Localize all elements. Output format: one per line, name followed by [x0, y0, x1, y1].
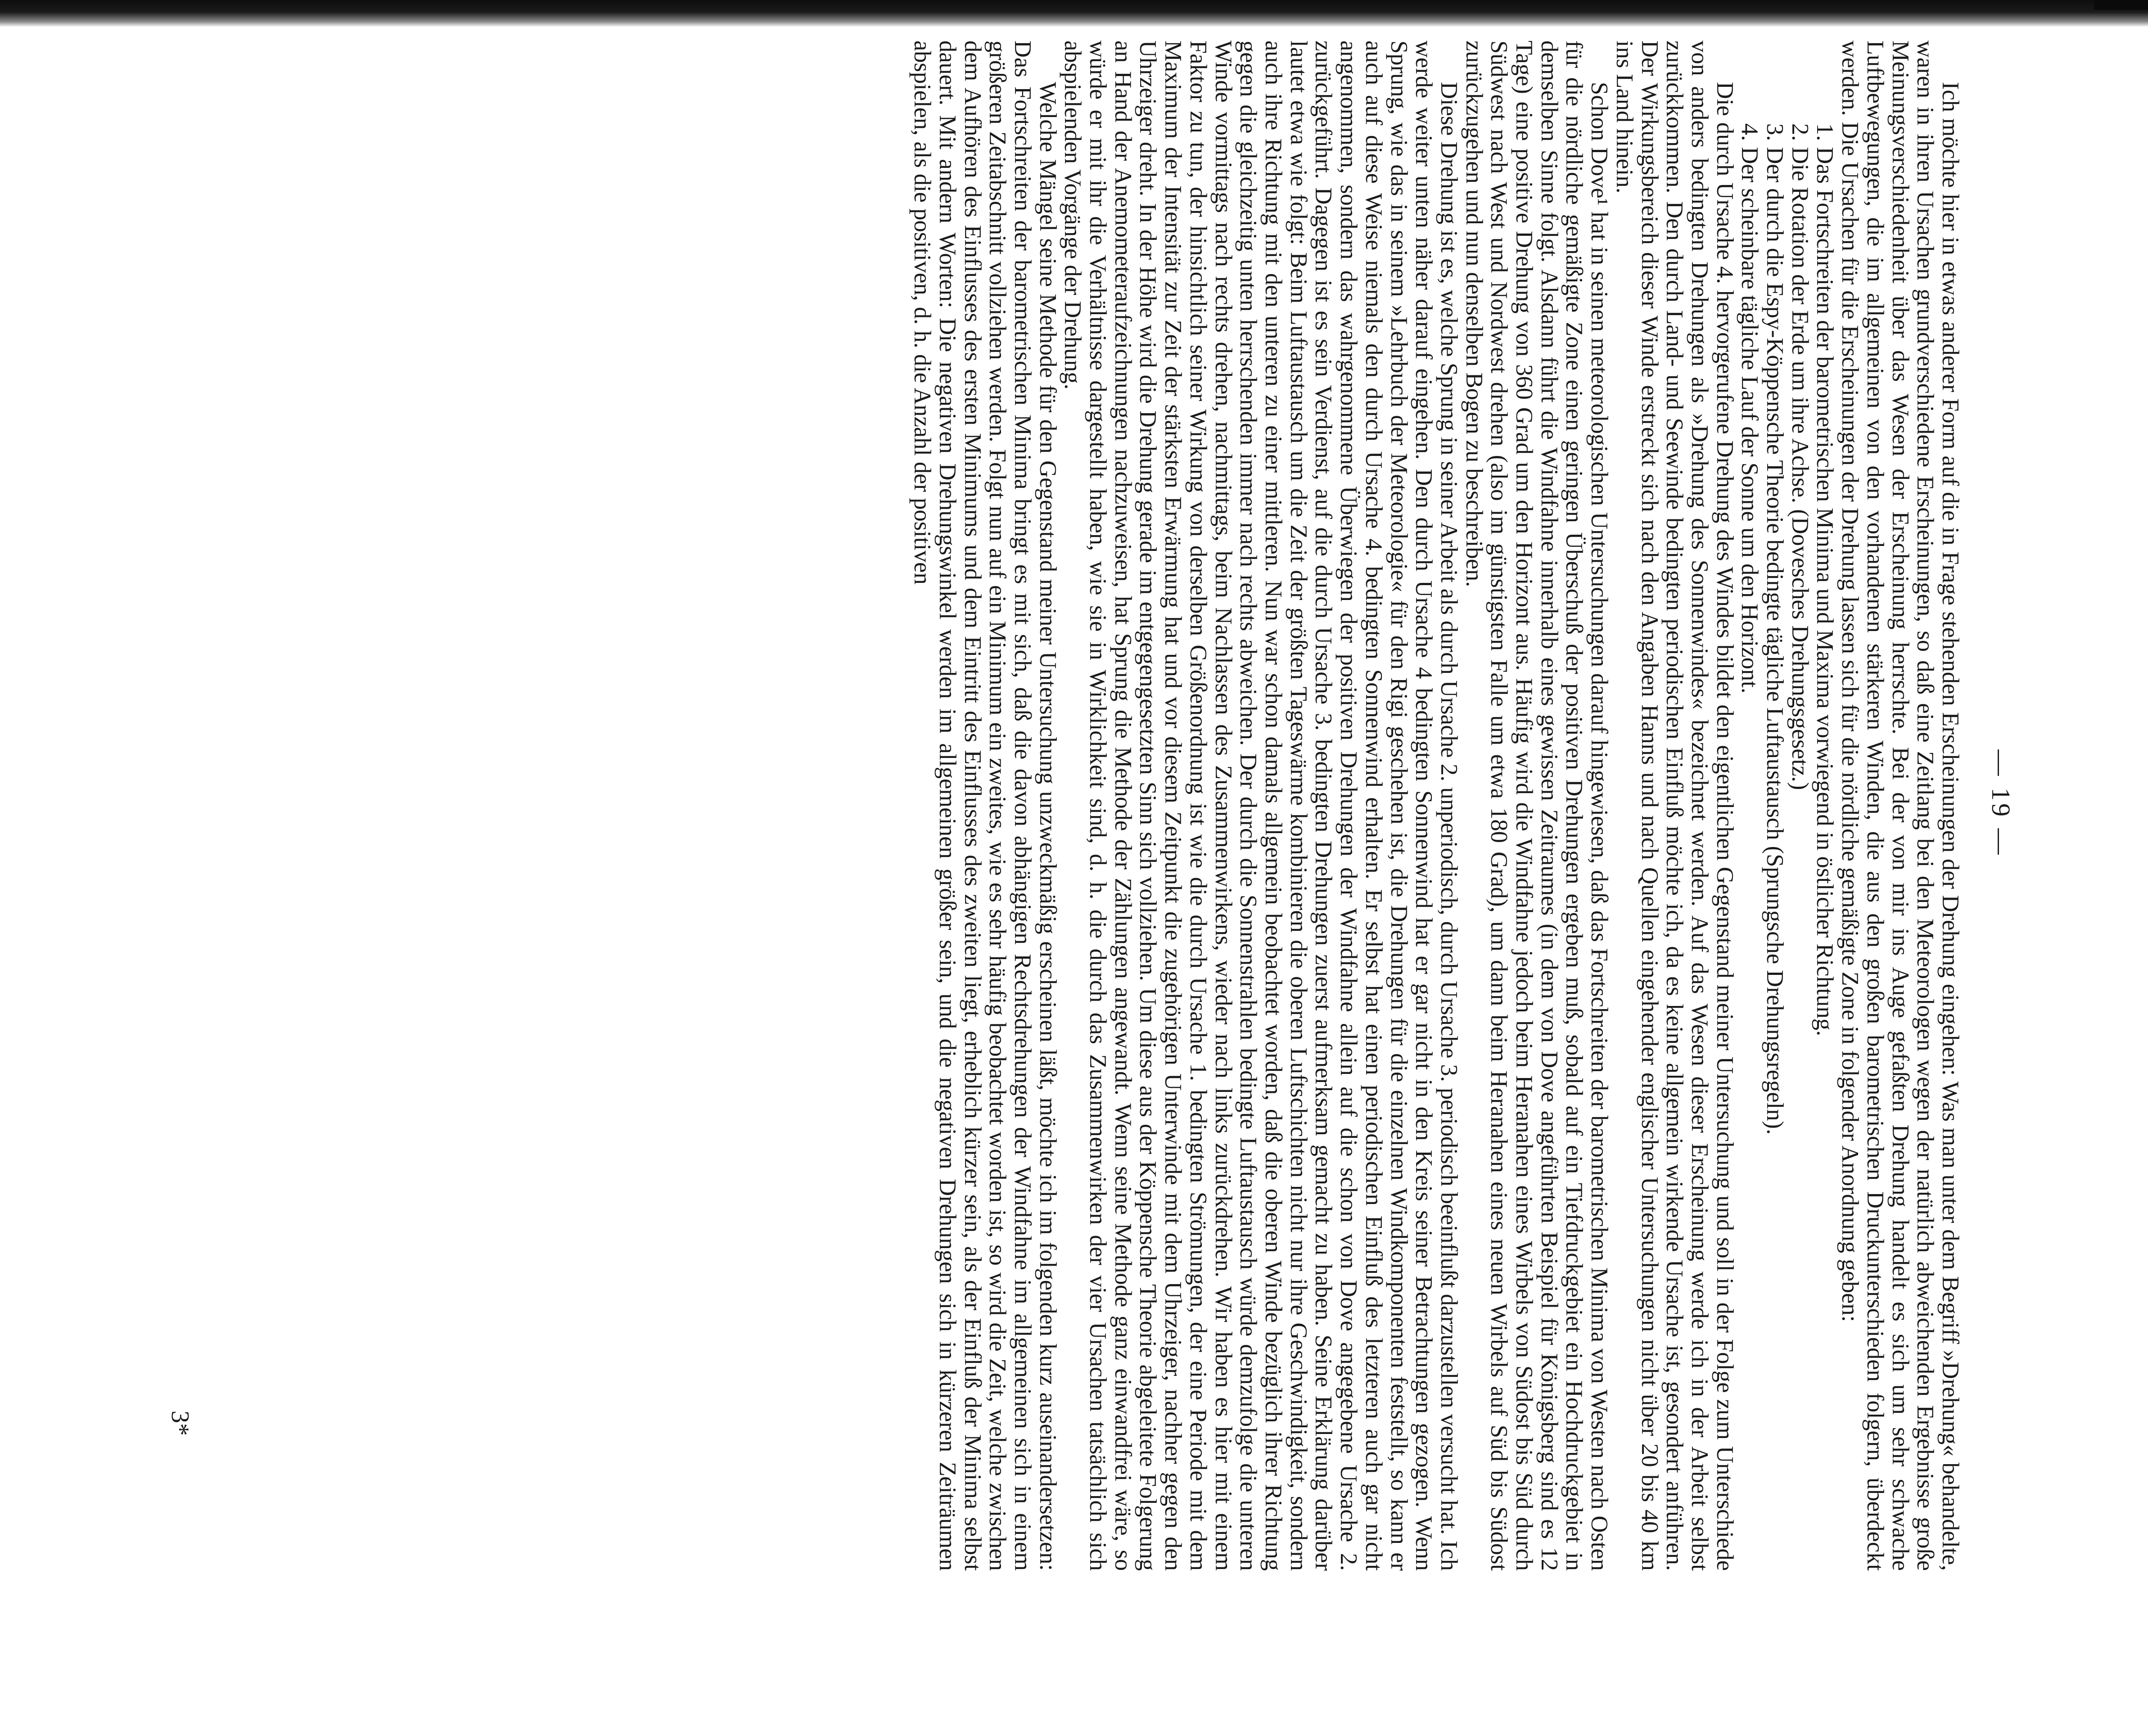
paragraph-sprung: Diese Drehung ist es, welche Sprung in seiner Arbeit als durch Ursache 2. unperiodisch, durch Ursache 3. periodisch beeinflußt darzustellen versucht hat. Ich werde weiter unten näher darauf eingehen. Den durch Ursache 4 bedingten Sonnenwind hat er gar nicht in den Kreis seiner Betrachtungen gezogen. Wenn Sprung, wie das in seinem »Lehrbuch der Meteorologie« für den Rigi geschehen ist, die Drehungen für die einzelnen Windkomponenten feststellt, so kann er auch auf diese Weise niemals den durch Ursache 4. bedingten Sonnenwind erhalten. Er selbst hat einen periodischen Einfluß des letzteren auch gar nicht angenommen, sondern das wahrgenommene Überwiegen der positiven Drehungen der Windfahne allein auf die schon von Dove angegebene Ursache 2. zurückgeführt. Dagegen ist es sein Verdienst, auf die durch Ursache 3. bedingten Drehungen zuerst aufmerksam gemacht zu haben. Seine Erklärung darüber lautet etwa wie folgt: Beim Luftaustausch um die Zeit der größten Tageswärme kombinieren die oberen Luftschichten nicht nur ihre Geschwindigkeit, sondern auch ihre Richtung mit den unteren zu einer mittleren. Nun war schon damals allgemein beobachtet worden, daß die oberen Winde bezüglich ihrer Richtung gegen die gleichzeitig unten herrschenden immer nach rechts abweichen. Der durch die Sonnenstrahlen bedingte Luftaustausch würde demzufolge die unteren Winde vormittags nach rechts drehen, nachmittags, beim Nachlassen des Zusammenwirkens, wieder nach links zurückdrehen. Wir haben es hier mit einem Faktor zu tun, der hinsichtlich seiner Wirkung von derselben Größenordnung ist wie die durch Ursache 1. bedingten Strömungen, der eine Periode mit dem Maximum der Intensität zur Zeit der stärksten Erwärmung hat und vor diesem Zeitpunkt die zugehörigen Unterwinde mit dem Uhrzeiger, nachher gegen den Uhrzeiger dreht. In der Höhe wird die Drehung gerade im entgegengesetzten Sinn sich vollziehen. Um diese aus der Köppensche Theorie abgeleitete Folgerung an Hand der Anemometeraufzeichnungen nachzuweisen, hat Sprung die Methode der Zählungen angewandt. Wenn seine Methode ganz einwandfrei wäre, so würde er mit ihr die Verhältnisse dargestellt haben, wie sie in Wirklichkeit sind, d. h. die durch das Zusammenwirken der vier Ursachen tatsächlich sich abspielenden Vorgänge der Drehung.: [1060, 41, 1462, 1571]
body-text: [909, 41, 1963, 1571]
paragraph-intro: Ich möchte hier in etwas anderer Form auf die in Frage stehenden Erscheinungen der Drehung eingehen: Was man unter dem Begriff »Drehung« behandelte, waren in ihren Ursachen grundverschiedene Erscheinungen, so daß eine Zeitlang bei den Meteorologen wegen der natürlich abweichenden Ergebnisse große Meinungsverschiedenheit über das Wesen der Erscheinung herrschte. Bei der von mir ins Auge gefaßten Drehung handelt es sich um sehr schwache Luftbewegungen, die im allgemeinen von den vorhandenen stärkeren Winden, die aus den großen barometrischen Druckunterschieden folgern, überdeckt werden. Die Ursachen für die Erscheinungen der Drehung lassen sich für die nördliche gemäßigte Zone in folgender Anordnung geben:: [1837, 41, 1963, 1571]
list-item-2: 2. Die Rotation der Erde um ihre Achse. (Dovesches Drehungsgesetz.): [1787, 123, 1813, 790]
paragraph-dove: Schon Dove¹ hat in seinen meteorologischen Untersuchungen darauf hingewiesen, daß das Fortschreiten der barometrischen Minima von Westen nach Osten für die nördliche gemäßigte Zone einen geringen Überschuß der positiven Drehungen ergeben muß, sobald auf ein Tiefdruckgebiet ein Hochdruckgebiet in demselben Sinne folgt. Alsdann führt die Windfahne innerhalb eines gewissen Zeitraumes (in dem von Dove angeführten Beispiel für Königsberg sind es 12 Tage) eine positive Drehung von 360 Grad um den Horizont aus. Häufig wird die Windfahne jedoch beim Heranahen eines Wirbels von Südost bis Süd durch Südwest nach West und Nordwest drehen (also im günstigsten Falle um etwa 180 Grad), um dann beim Heranahen eines neuen Wirbels auf Süd bis Südost zurückzugehen und nun denselben Bogen zu beschreiben.: [1461, 41, 1613, 1571]
list-item-1: 1. Das Fortschreiten der barometrischen Minima und Maxima vorwiegend in östlicher Richtung.: [1812, 123, 1838, 1037]
document-page: [135, 0, 2017, 1607]
list-item-4: 4. Der scheinbare tägliche Lauf der Sonne um den Horizont.: [1737, 123, 1763, 694]
paragraph-cause-4: Die durch Ursache 4. hervorgerufene Drehung des Windes bildet den eigentlichen Gegenstand meiner Untersuchung und soll in der Folge zum Unterschiede von anders bedingten Drehungen als »Drehung des Sonnenwindes« bezeichnet werden. Auf das Wesen dieser Erscheinung werde ich in der Arbeit selbst zurückkommen. Den durch Land- und Seewinde bedingten periodischen Einfluß möchte ich, da es keine allgemein wirkende Ursache ist, gesondert anführen. Der Wirkungsbereich dieser Winde erstreckt sich nach den Angaben Hanns und nach Quellen eingehender englischer Untersuchungen nicht über 20 bis 40 km ins Land hinein.: [1611, 41, 1738, 1571]
list-item-3: 3. Der durch die Espy-Köppensche Theorie bedingte tägliche Luftaustausch (Sprungsche Drehungsregeln).: [1762, 123, 1788, 1135]
paragraph-method: Welche Mängel seine Methode für den Gegenstand meiner Untersuchung unzweckmäßig erscheinen läßt, möchte ich im folgenden kurz auseinandersetzen: Das Fortschreiten der barometrischen Minima bringt es mit sich, daß die davon abhängigen Rechtsdrehungen der Windfahne im allgemeinen sich in einem größeren Zeitabschnitt vollziehen werden. Folgt nun auf ein Minimum ein zweites, wie es sehr häufig beobachtet worden ist, so wird die Zeit, welche zwischen dem Aufhören des Einflusses des ersten Minimums und dem Eintritt des Einflusses des zweiten liegt, erheblich kürzer sein, als der Einfluß der Minima selbst dauert. Mit andern Worten: Die negativen Drehungswinkel werden im allgemeinen größer sein, und die negativen Drehungen sich in kürzeren Zeiträumen abspielen, als die positiven, d. h. die Anzahl der positiven: [909, 41, 1061, 1571]
page-number: — 19 —: [1986, 749, 2016, 857]
signature-mark: 3*: [166, 1411, 194, 1436]
